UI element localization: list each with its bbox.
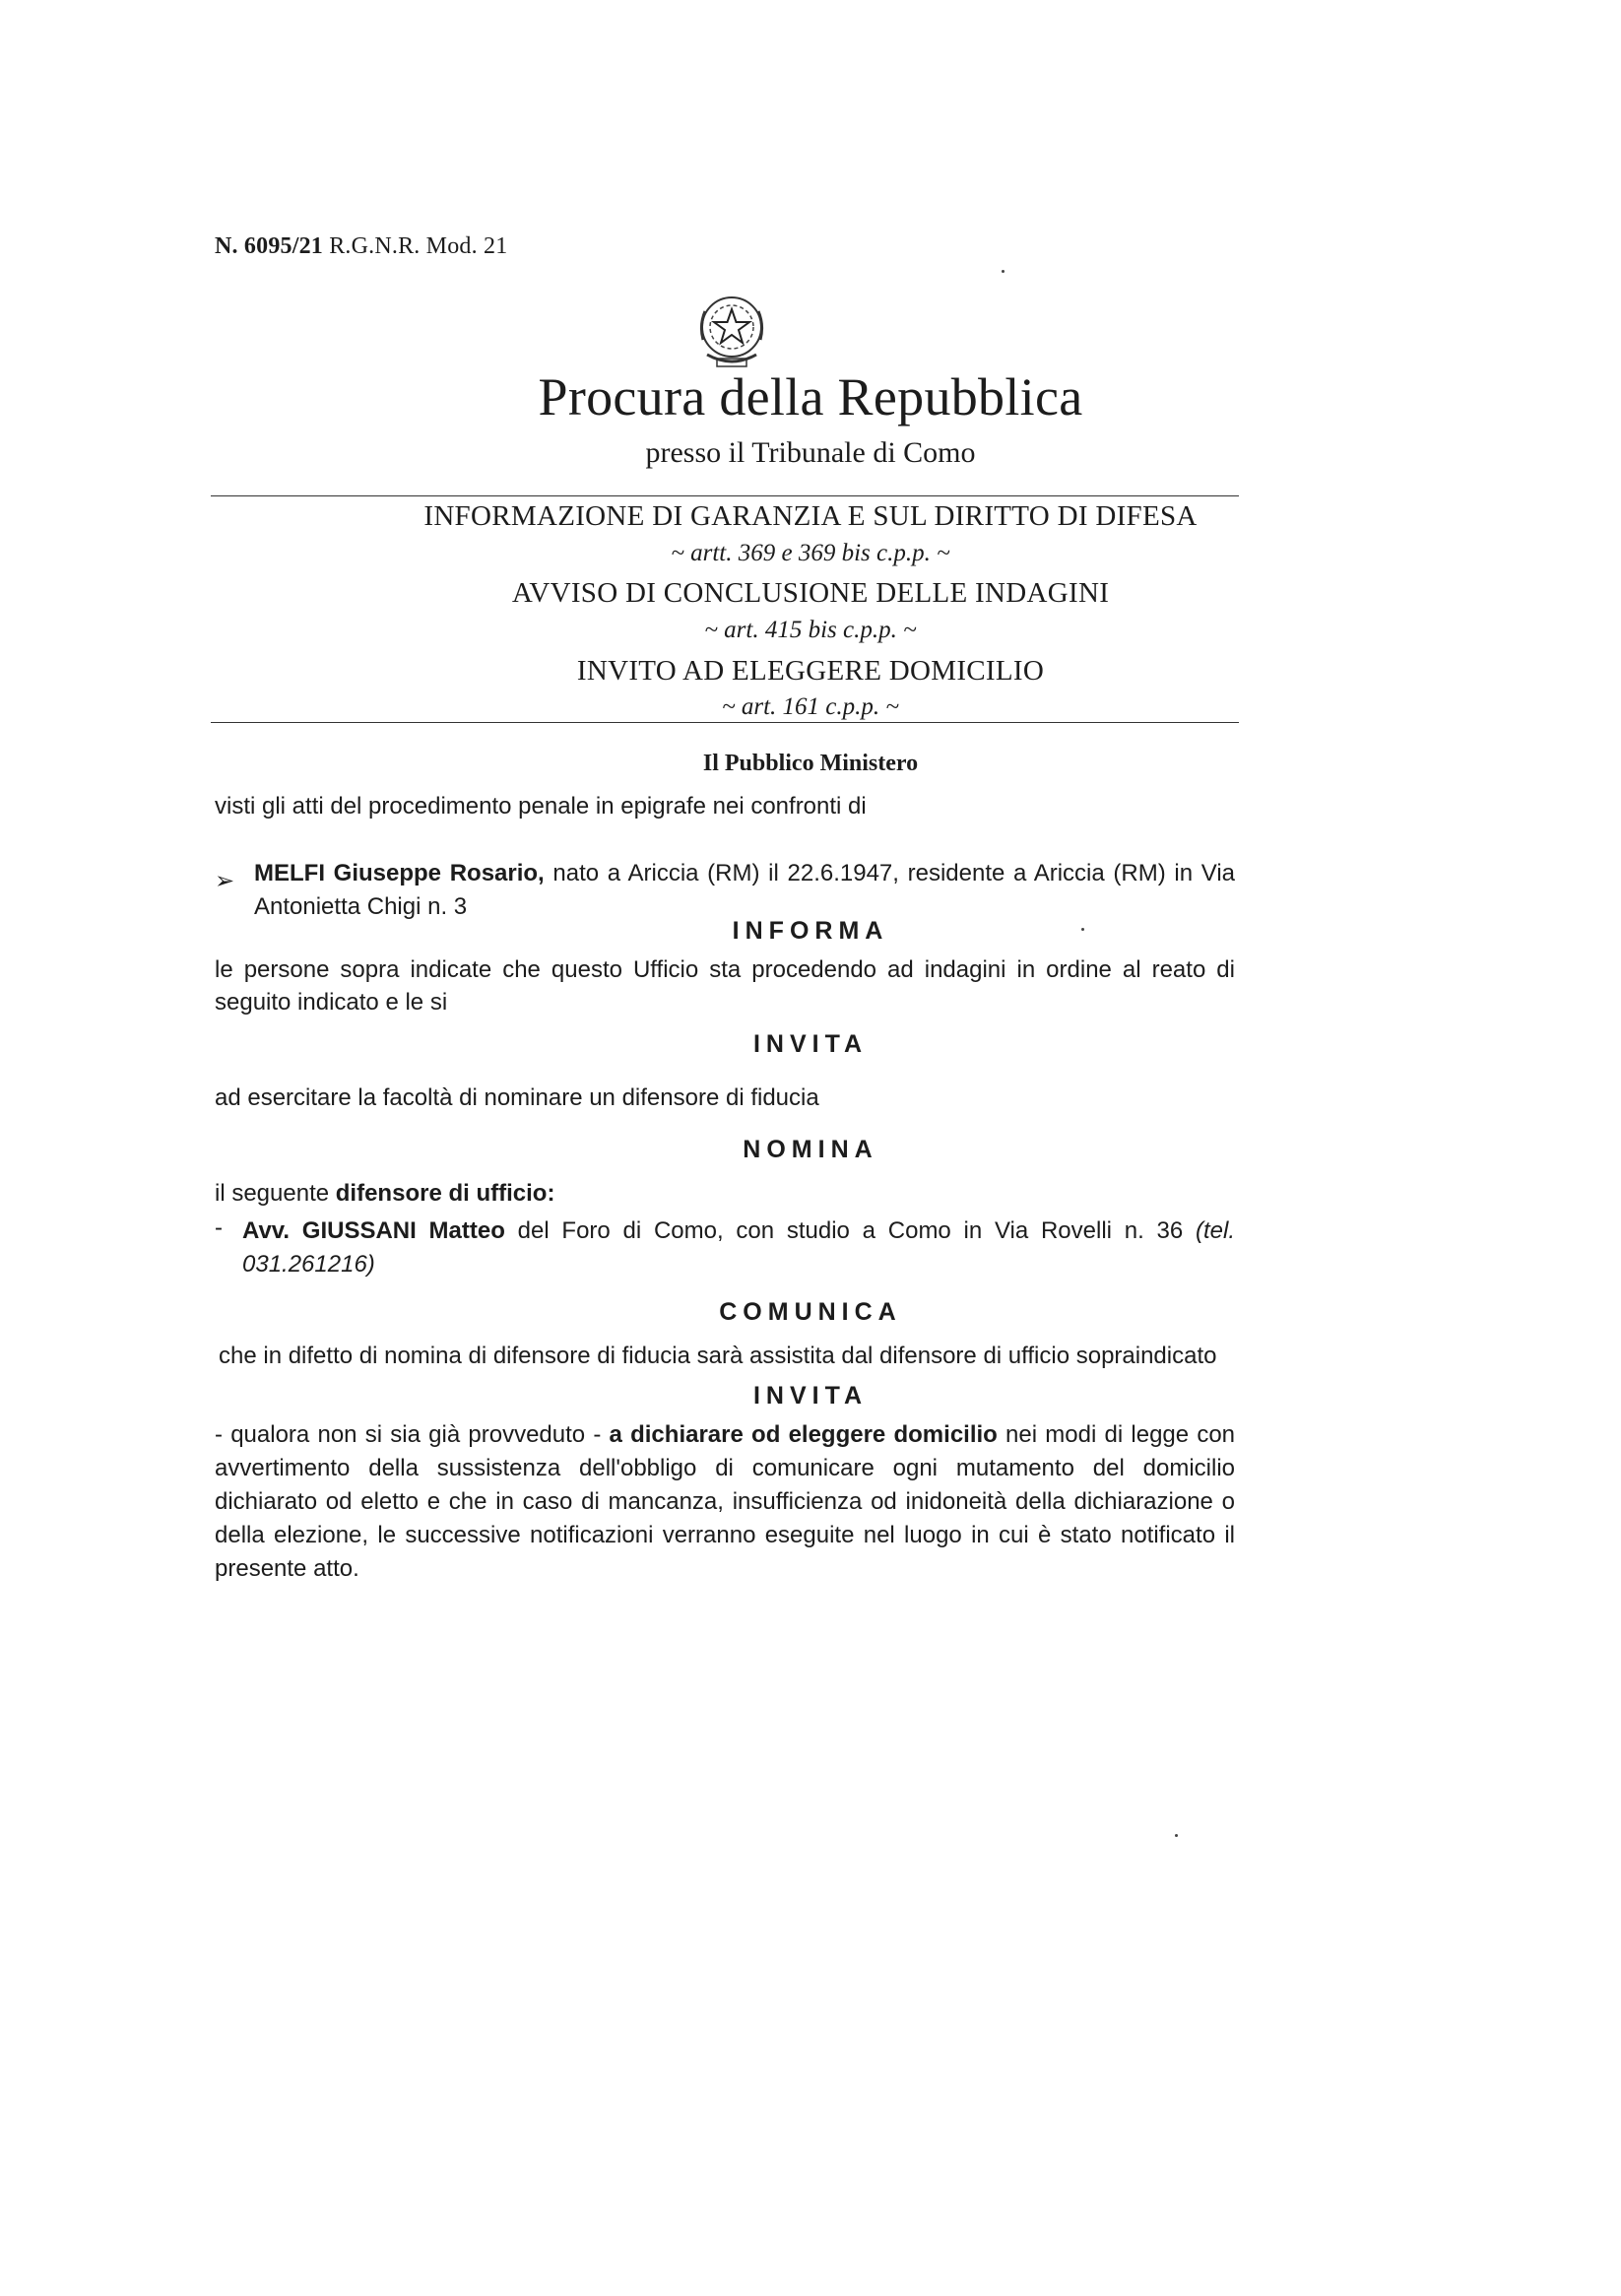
invita-text-2-lead: - qualora non si sia già provveduto - (215, 1421, 610, 1448)
scan-speck (1175, 1834, 1178, 1837)
person-entry (254, 857, 1235, 924)
invita-text-2-rest: nei modi di legge con avvertimento della sussistenza dell'obbligo di comunicare ogni mutamento del domicilio dichiarato od eletto e che in caso di mancanza, insufficienza od inidoneità della dichiarazione o della elezione, le successive notificazioni verranno eseguite nel luogo in cui è stato notificato il presente atto. (215, 1421, 1236, 1582)
nomina-intro (215, 1177, 1235, 1210)
divider-bottom (211, 722, 1239, 723)
invita-heading: INVITA (752, 1030, 869, 1058)
lawyer-phone: (tel. 031.261216) (242, 1217, 1235, 1278)
informa-heading: INFORMA (732, 917, 889, 945)
comunica-heading: COMUNICA (719, 1298, 902, 1326)
scan-speck (1002, 270, 1005, 273)
nomina-intro-bold: difensore di ufficio: (335, 1180, 555, 1207)
lawyer-entry (242, 1214, 1235, 1281)
invita-text-2 (215, 1418, 1235, 1586)
nomina-intro-text: il seguente (215, 1180, 336, 1207)
notice-article: ~ art. 415 bis c.p.p. ~ (704, 617, 917, 643)
office-subtitle: presso il Tribunale di Como (645, 436, 976, 469)
informa-text: le persone sopra indicate che questo Ufficio sta procedendo ad indagini in ordine al reato di seguito indicato e le si (215, 956, 1235, 1016)
invita-text: ad esercitare la facoltà di nominare un difensore di fiducia (215, 1084, 819, 1111)
intro-text: visti gli atti del procedimento penale in epigrafe nei confronti di (215, 793, 867, 820)
notice-title: INFORMAZIONE DI GARANZIA E SUL DIRITTO DI DIFESA (423, 500, 1198, 532)
bullet-arrow-icon: ➢ (215, 868, 235, 894)
italian-republic-emblem-icon (689, 286, 774, 374)
divider-top (211, 495, 1239, 496)
case-registry: R.G.N.R. Mod. 21 (329, 233, 508, 259)
notice-article: ~ art. 161 c.p.p. ~ (722, 693, 899, 720)
notice-title: INVITO AD ELEGGERE DOMICILIO (576, 655, 1045, 687)
scan-speck (1081, 928, 1084, 931)
case-number: N. 6095/21 (215, 233, 323, 259)
lawyer-details: del Foro di Como, con studio a Como in Via Rovelli n. 36 (504, 1217, 1196, 1244)
case-reference (215, 233, 507, 260)
authority-heading: Il Pubblico Ministero (702, 751, 919, 776)
invita-text-2-bold: a dichiarare od eleggere domicilio (609, 1421, 998, 1448)
comunica-text: che in difetto di nomina di difensore di fiducia sarà assistita dal difensore di ufficio sopraindicato (219, 1343, 1217, 1369)
notice-article: ~ artt. 369 e 369 bis c.p.p. ~ (671, 540, 950, 566)
office-title: Procura della Repubblica (538, 367, 1083, 426)
lawyer-name: Avv. GIUSSANI Matteo (242, 1217, 505, 1244)
person-name: MELFI Giuseppe Rosario, (254, 860, 545, 886)
invita-heading-2: INVITA (752, 1382, 869, 1410)
nomina-heading: NOMINA (743, 1136, 878, 1163)
lawyer-dash: - (215, 1214, 223, 1241)
notice-title: AVVISO DI CONCLUSIONE DELLE INDAGINI (511, 577, 1110, 609)
person-details: nato a Ariccia (RM) il 22.6.1947, residente a Ariccia (RM) in Via Antonietta Chigi n. 3 (254, 860, 1235, 920)
